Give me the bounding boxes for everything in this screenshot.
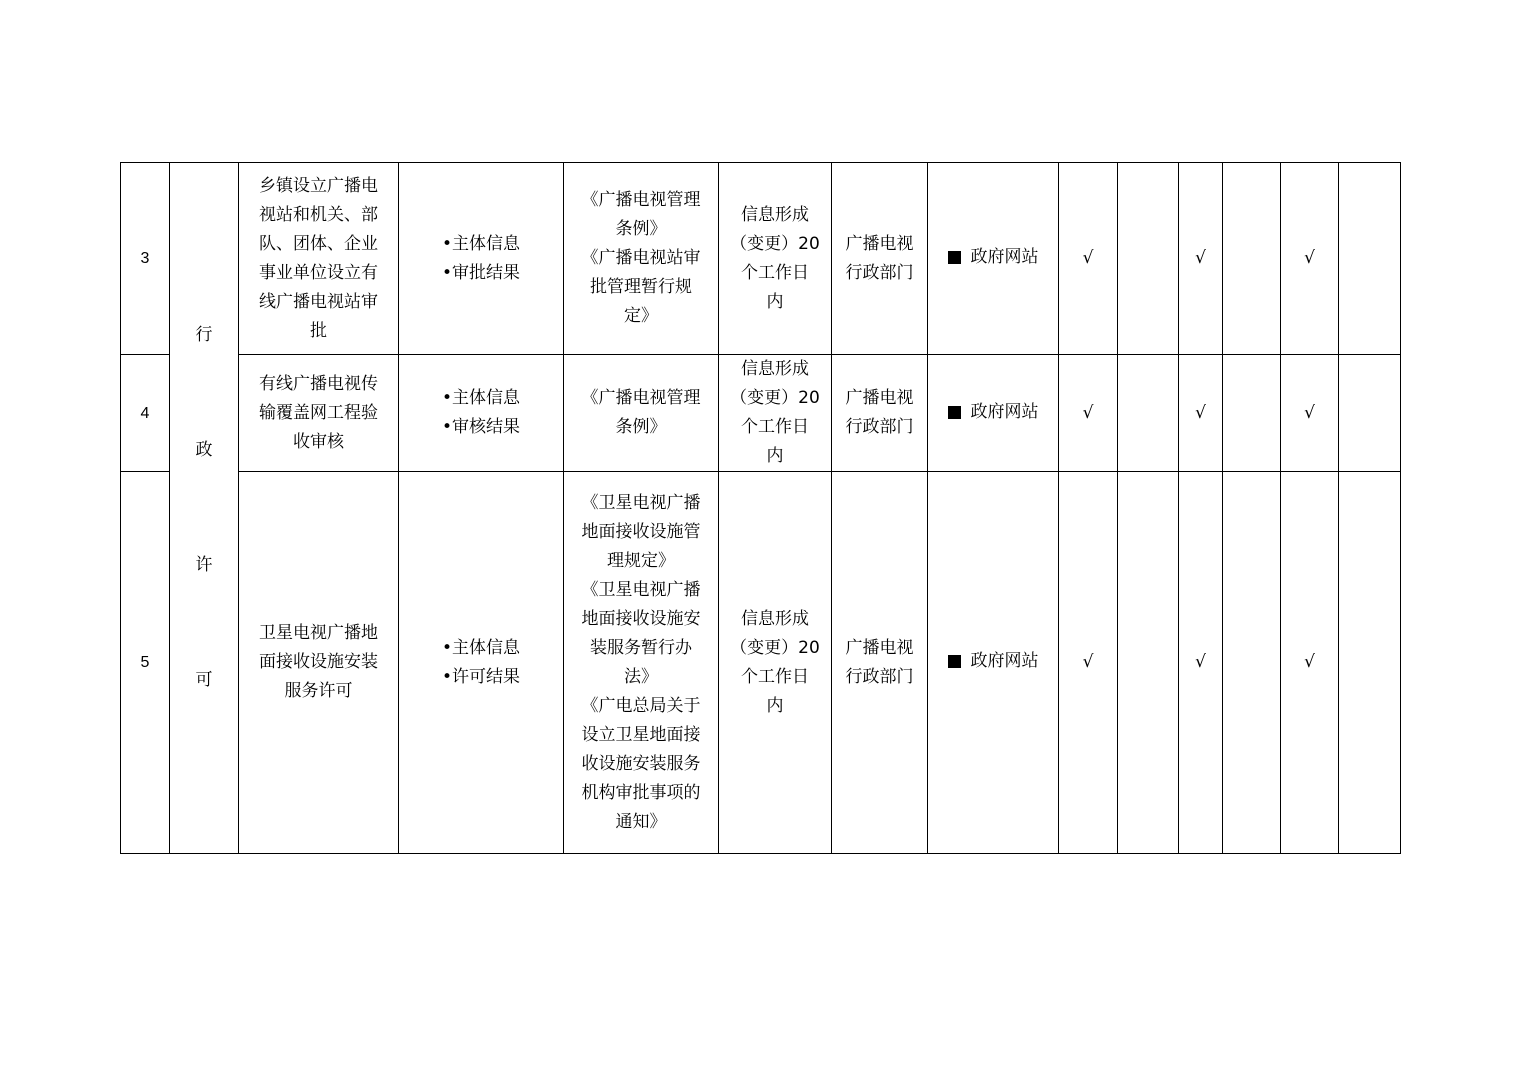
channel-label: 政府网站 <box>970 401 1039 422</box>
category-char: 可 <box>195 670 213 690</box>
item-name: 卫星电视广播地 面接收设施安装 服务许可 <box>239 472 399 854</box>
check-cell <box>1118 472 1179 854</box>
item-name: 有线广播电视传 输覆盖网工程验 收审核 <box>239 355 399 472</box>
check-cell: √ <box>1281 163 1339 355</box>
check-cell: √ <box>1281 472 1339 854</box>
channel-cell <box>928 163 1059 355</box>
check-cell: √ <box>1059 472 1118 854</box>
channel-label: 政府网站 <box>970 247 1039 267</box>
item-name: 乡镇设立广播电 视站和机关、部 队、团体、企业 事业单位设立有 线广播电视站审 批 <box>239 163 399 355</box>
check-cell <box>1118 355 1179 472</box>
content-cell <box>399 472 564 854</box>
check-cell: √ <box>1179 355 1223 472</box>
check-cell <box>1223 472 1281 854</box>
disclosure-table <box>120 162 1401 854</box>
time-limit-cell: 信息形成 （变更）20 个工作日 内 <box>719 472 832 854</box>
category-char: 政 <box>195 440 213 460</box>
category-cell <box>170 163 239 854</box>
content-item: •主体信息 <box>441 233 521 254</box>
check-cell: √ <box>1179 472 1223 854</box>
basis-cell: 《广播电视管理 条例》 《广播电视站审 批管理暂行规 定》 <box>564 163 719 355</box>
check-cell: √ <box>1059 163 1118 355</box>
channel-cell <box>928 472 1059 854</box>
check-cell <box>1223 355 1281 472</box>
channel-label: 政府网站 <box>970 651 1039 671</box>
subject-cell: 广播电视 行政部门 <box>832 163 928 355</box>
black-square-icon <box>948 655 961 668</box>
black-square-icon <box>948 406 961 419</box>
check-cell <box>1118 163 1179 355</box>
content-item: •主体信息 <box>441 388 521 408</box>
table-row <box>121 472 1401 854</box>
subject-cell: 广播电视 行政部门 <box>832 355 928 472</box>
table-row <box>121 163 1401 355</box>
check-cell: √ <box>1059 355 1118 472</box>
content-cell <box>399 355 564 472</box>
basis-cell: 《广播电视管理 条例》 <box>564 355 719 472</box>
check-cell <box>1339 355 1401 472</box>
basis-cell: 《卫星电视广播 地面接收设施管 理规定》 《卫星电视广播 地面接收设施安 装服务暂行办 法》 《广电总局关于 设立卫星地面接 收设施安装服务 机构审批事项的 通知》 <box>564 472 719 854</box>
content-item: •主体信息 <box>441 637 521 658</box>
row-number: 4 <box>121 355 170 472</box>
content-item: •许可结果 <box>441 666 521 687</box>
time-limit-cell: 信息形成 （变更）20 个工作日 内 <box>719 163 832 355</box>
content-item: •审批结果 <box>441 262 521 283</box>
row-number: 3 <box>121 163 170 355</box>
category-char: 行 <box>195 325 213 345</box>
category-char: 许 <box>195 555 213 575</box>
check-cell <box>1339 472 1401 854</box>
channel-cell <box>928 355 1059 472</box>
black-square-icon <box>948 251 961 264</box>
row-number: 5 <box>121 472 170 854</box>
content-item: •审核结果 <box>441 417 521 437</box>
subject-cell: 广播电视 行政部门 <box>832 472 928 854</box>
table-row <box>121 355 1401 472</box>
check-cell <box>1223 163 1281 355</box>
check-cell <box>1339 163 1401 355</box>
check-cell: √ <box>1281 355 1339 472</box>
time-limit-cell: 信息形成 （变更）20 个工作日 内 <box>719 355 832 472</box>
content-cell <box>399 163 564 355</box>
check-cell: √ <box>1179 163 1223 355</box>
